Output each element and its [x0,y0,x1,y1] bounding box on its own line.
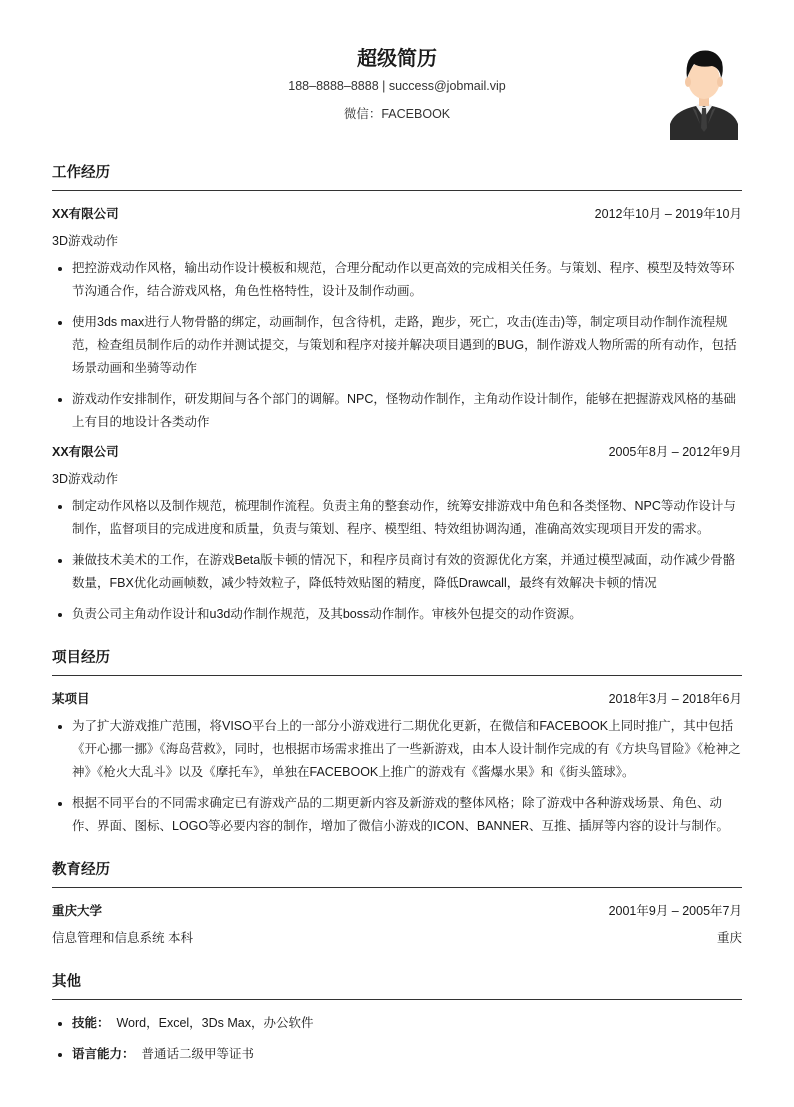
job-date: 2012年10月 – 2019年10月 [594,207,742,221]
job-bullet: • 兼做技术美术的工作，在游戏Beta版卡顿的情况下，和程序员商讨有效的资源优化方案，并通过模型减面，动作减少骨骼数量，FBX优化动画帧数，减少特效粒子，降低特效贴图的精度，降低Drawcall，最终有效解决卡顿的情况 [72,549,742,595]
education-detail [52,928,742,946]
school-name: 重庆大学 [52,904,103,918]
job-header [52,442,742,460]
job-bullet: • 制定动作风格以及制作规范，梳理制作流程。负责主角的整套动作，统筹安排游戏中角色和各类怪物、NPC等动作设计与制作，监督项目的完成进度和质量，负责与策划、程序、模型组、特效组协调沟通，准确高效实现项目开发的需求。 [72,495,742,541]
other-section [52,970,742,1066]
job-role: 3D游戏动作 [52,472,118,486]
resume-page [52,0,742,1074]
work-section-title: 工作经历 [52,161,742,191]
project-date: 2018年3月 – 2018年6月 [608,692,742,706]
other-item-value: Word，Excel，3Ds Max，办公软件 [116,1016,314,1030]
other-item-label: 语言能力： [72,1047,135,1061]
job-company: XX有限公司 [52,207,119,221]
job-header [52,204,742,222]
job-role: 3D游戏动作 [52,234,118,248]
education-header [52,901,742,919]
job-bullets [52,495,742,626]
other-item [72,1012,742,1035]
project-name: 某项目 [52,692,90,706]
wechat-info: 微信：FACEBOOK [343,107,451,121]
job-bullet: • 把控游戏动作风格，输出动作设计模板和规范，合理分配动作以更高效的完成相关任务。与策划、程序、模型及特效等环节沟通合作，结合游戏风格，角色性格特性，设计及制作动画。 [72,257,742,303]
job-bullet: • 游戏动作安排制作，研发期间与各个部门的调解。NPC，怪物动作制作，主角动作设计制作，能够在把握游戏风格的基础上有目的地设计各类动作 [72,388,742,434]
project-bullets [52,715,742,838]
other-item [72,1043,742,1066]
contact-info: 188–8888–8888 | success@jobmail.vip [288,79,506,93]
project-header [52,689,742,707]
resume-header [52,0,742,142]
other-section-title: 其他 [52,970,742,1000]
job-bullets [52,257,742,434]
job-date: 2005年8月 – 2012年9月 [608,445,742,459]
job-company: XX有限公司 [52,445,119,459]
education-section-title: 教育经历 [52,858,742,888]
other-list [52,1012,742,1066]
job-bullet: • 使用3ds max进行人物骨骼的绑定，动画制作，包含待机，走路，跑步，死亡，攻击(连击)等，制定项目动作制作流程规范，检查组员制作后的动作并测试提交，与策划和程序对接并解决项目遇到的BUG，制作游戏人物所需的所有动作，包括场景动画和坐骑等动作 [72,311,742,380]
education-city: 重庆 [716,931,742,945]
project-bullet: • 为了扩大游戏推广范围，将VISO平台上的一部分小游戏进行二期优化更新，在微信和FACEBOOK上同时推广，其中包括《开心挪一挪》《海岛营救》，同时，也根据市场需求推出了一些新游戏，由本人设计制作完成的有《方块鸟冒险》《枪神之神》《枪火大乱斗》以及《摩托车》，单独在FACEBOOK上推广的游戏有《酱爆水果》和《街头篮球》。 [72,715,742,784]
project-section [52,646,742,838]
education-major: 信息管理和信息系统 本科 [52,931,193,945]
work-section [52,161,742,626]
job-bullet: • 负责公司主角动作设计和u3d动作制作规范，及其boss动作制作。审核外包提交的动作资源。 [72,603,742,626]
project-bullet: • 根据不同平台的不同需求确定已有游戏产品的二期更新内容及新游戏的整体风格；除了游戏中各种游戏场景、角色、动作、界面、图标、LOGO等必要内容的制作，增加了微信小游戏的ICON、BANNER、互推、插屏等内容的设计与制作。 [72,792,742,838]
other-item-label: 技能： [72,1016,110,1030]
education-section [52,858,742,946]
education-date: 2001年9月 – 2005年7月 [608,904,742,918]
project-section-title: 项目经历 [52,646,742,676]
other-item-value: 普通话二级甲等证书 [141,1047,254,1061]
candidate-name: 超级简历 [357,48,437,70]
avatar-icon [670,44,738,140]
